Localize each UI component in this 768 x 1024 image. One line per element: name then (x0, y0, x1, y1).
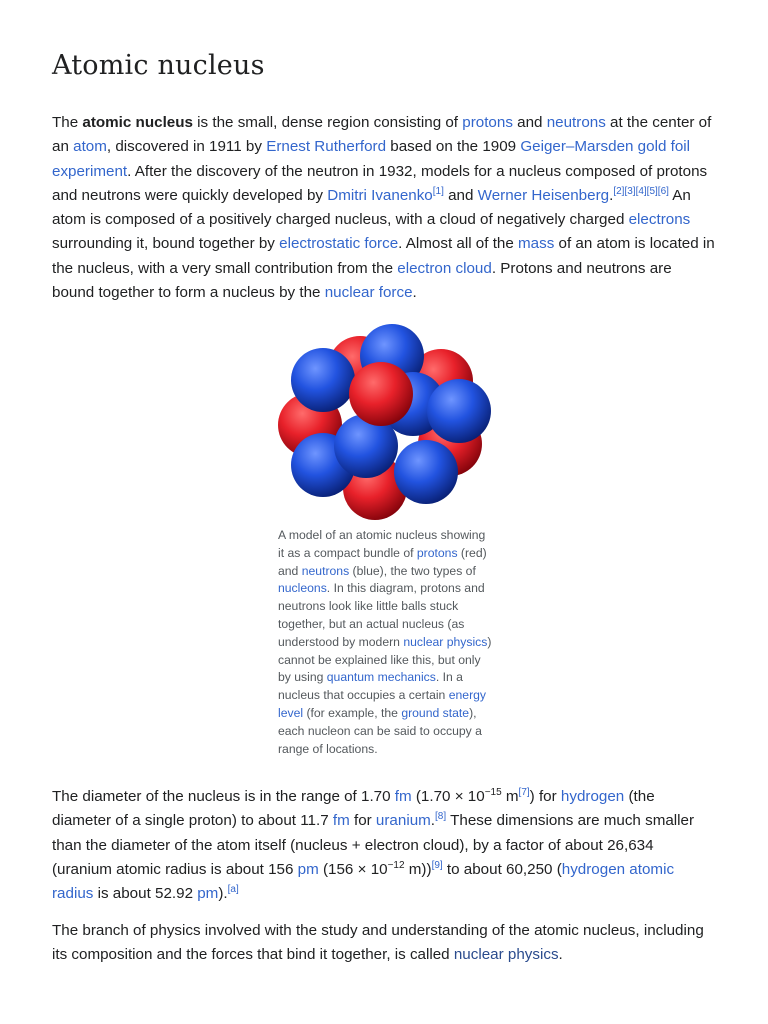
neutron-ball (394, 440, 458, 504)
text: (red) and (278, 545, 487, 578)
link-electrostatic-force[interactable]: electrostatic force (279, 235, 399, 253)
text: . After the discovery of the neutron in 1932, models for a nucleus composed of protons and neutrons were quickly developed by (52, 162, 708, 204)
text: at the center of an (52, 114, 712, 156)
link-nuclear-force[interactable]: nuclear force (324, 284, 413, 302)
text: . Almost all of the (398, 235, 519, 253)
neutron-ball (427, 379, 491, 443)
text: ) for (529, 788, 561, 805)
text: for (349, 812, 376, 830)
link-fm[interactable]: fm (394, 788, 412, 805)
exponent: −15 (484, 786, 502, 798)
text: ), each nucleon can be said to occupy a range of locations. (278, 705, 482, 756)
caption-link-ground-state[interactable]: ground state (401, 705, 470, 720)
link-fm[interactable]: fm (332, 812, 350, 830)
link-uranium[interactable]: uranium (375, 812, 431, 830)
diameter-paragraph (52, 785, 716, 906)
link-mass[interactable]: mass (518, 235, 555, 253)
link-pm[interactable]: pm (197, 885, 219, 903)
text: to about 60,250 ( (442, 860, 562, 878)
text: surrounding it, bound together by (52, 235, 280, 253)
caption-link-quantum-mechanics[interactable]: quantum mechanics (326, 670, 436, 685)
neutron-ball (291, 348, 355, 412)
link-atom[interactable]: atom (73, 138, 107, 156)
link-protons[interactable]: protons (462, 114, 513, 131)
reference-8[interactable]: [8] (435, 811, 447, 823)
text: These dimensions are much smaller than the diameter of the atom itself (nucleus + electron cloud), by a factor of about 26,634 (uranium atomic radius is about 156 (52, 812, 695, 878)
intro-paragraph (52, 111, 716, 305)
text: An atom is composed of a positively charged nucleus, with a cloud of negatively charged (52, 186, 691, 229)
text: m (501, 788, 519, 805)
reference-9[interactable]: [9] (431, 859, 443, 871)
text: (1.70 × 10 (411, 788, 485, 805)
text: is the small, dense region consisting of (192, 114, 463, 131)
link-werner-heisenberg[interactable]: Werner Heisenberg (477, 186, 610, 204)
caption-link-nucleons[interactable]: nucleons (278, 581, 327, 596)
text: and (443, 186, 478, 204)
text: (156 × 10 (318, 860, 388, 878)
text: . (609, 186, 614, 204)
link-dmitri-ivanenko[interactable]: Dmitri Ivanenko (327, 186, 433, 204)
link-electron-cloud[interactable]: electron cloud (397, 259, 492, 277)
exponent: −12 (387, 859, 405, 871)
link-hydrogen-atomic-radius[interactable]: hydrogen atomic radius (52, 860, 675, 903)
text: and (512, 114, 547, 131)
link-pm[interactable]: pm (297, 860, 319, 878)
text: , discovered in 1911 by (106, 138, 267, 156)
text: . In this diagram, protons and neutrons look like little balls stuck together, but an actual nucleus (as understood by modern (278, 581, 485, 649)
text: (blue), the two types of (349, 563, 476, 578)
nucleus-model-image[interactable] (278, 320, 498, 525)
text: The branch of physics involved with the study and understanding of the atomic nucleus, including its composition and the forces that bind it together, is called (52, 922, 704, 964)
text: of an atom is located in the nucleus, with a very small contribution from the (52, 235, 715, 277)
text: . In a nucleus that occupies a certain (278, 670, 463, 703)
link-electrons[interactable]: electrons (628, 211, 691, 229)
caption-link-neutrons[interactable]: neutrons (301, 563, 350, 578)
page-title: Atomic nucleus (52, 50, 265, 81)
text: (for example, the (303, 705, 402, 720)
text: . (412, 284, 417, 302)
text: The (52, 114, 83, 131)
text: is about 52.92 (93, 885, 198, 903)
link-nuclear-physics[interactable]: nuclear physics (453, 946, 559, 964)
caption-link-energy-level[interactable]: energy level (278, 688, 486, 720)
note-a[interactable]: [a] (227, 884, 239, 896)
text: based on the 1909 (386, 138, 521, 156)
text: A model of an atomic nucleus showing it as a compact bundle of (278, 528, 486, 560)
nuclear-physics-paragraph (52, 919, 716, 968)
proton-ball (349, 362, 413, 426)
link-geiger-marsden[interactable]: Geiger–Marsden gold foil experiment (52, 138, 691, 180)
reference-7[interactable]: [7] (518, 786, 530, 798)
text: ) cannot be explained like this, but only by using (278, 634, 492, 685)
reference-2-6[interactable]: [2][3][4][5][6] (613, 185, 669, 197)
caption-link-nuclear-physics[interactable]: nuclear physics (403, 634, 488, 649)
text: . Protons and neutrons are bound together to form a nucleus by the (52, 259, 672, 302)
reference-1[interactable]: [1] (432, 185, 444, 197)
nucleus-figure[interactable] (278, 320, 498, 525)
text: m)) (404, 860, 432, 878)
text: ). (218, 885, 228, 903)
caption-link-protons[interactable]: protons (416, 545, 458, 560)
text: . (430, 812, 436, 830)
link-ernest-rutherford[interactable]: Ernest Rutherford (266, 138, 387, 156)
text: . (558, 946, 563, 964)
bold-term: atomic nucleus (82, 114, 193, 131)
text: (the diameter of a single proton) to about 11.7 (52, 788, 655, 830)
figure-caption (278, 527, 494, 758)
link-hydrogen[interactable]: hydrogen (560, 788, 625, 805)
link-neutrons[interactable]: neutrons (546, 114, 606, 131)
text: The diameter of the nucleus is in the range of 1.70 (52, 788, 395, 805)
